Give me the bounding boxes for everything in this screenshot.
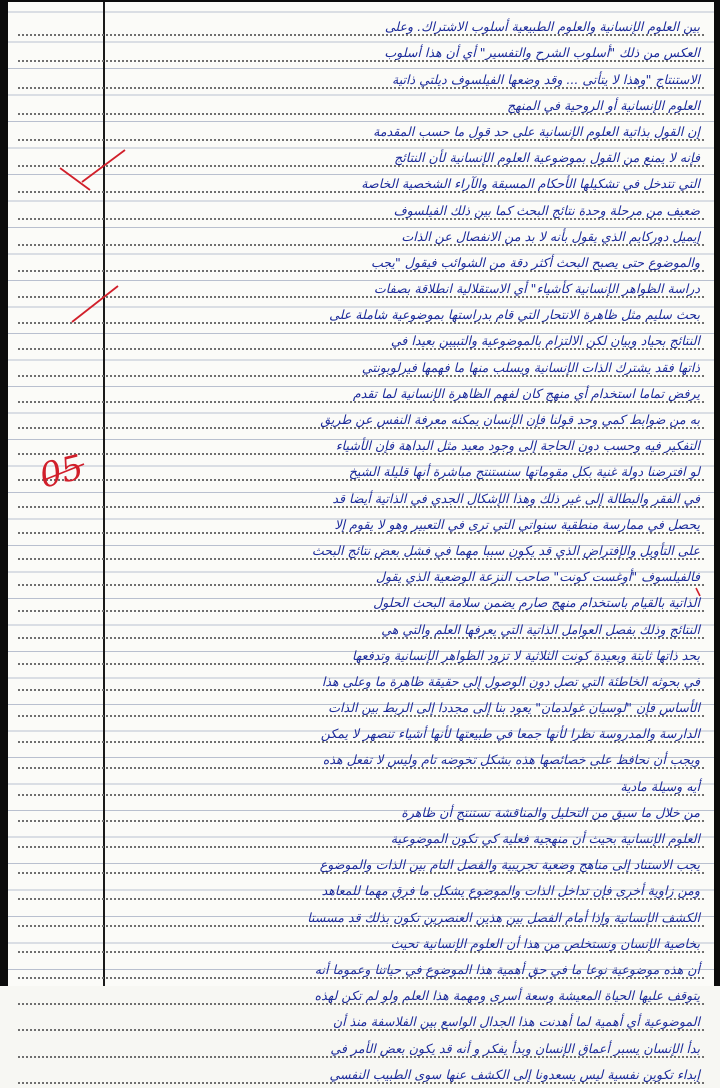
text-line [8, 773, 714, 799]
text-line [8, 250, 714, 276]
handwritten-line: التفكير فيه وحسب دون الحاجة إلى وجود معيد مثل البداهة فإن الأشياء [335, 438, 700, 454]
text-line [8, 171, 714, 197]
text-line [8, 931, 714, 957]
handwritten-line: أن هذه موضوعية نوعا ما في حق أهمية هذا الموضوع في حياتنا وعموما أنه [314, 961, 700, 977]
text-line [8, 93, 714, 119]
handwritten-line: يجب الاستناد إلى مناهج وضعية تجريبية والفصل التام بين الذات والموضوع [319, 857, 700, 873]
handwritten-line: من خلال ما سبق من التحليل والمناقشة نستنتج أن ظاهرة [401, 804, 700, 820]
handwritten-line: العلوم الإنسانية بحيث أن منهجية فعلية كي تكون الموضوعية [390, 831, 700, 846]
text-line [8, 826, 714, 852]
dotted-rule [18, 820, 704, 822]
dotted-rule [18, 794, 704, 796]
text-line [8, 459, 714, 485]
lined-paper-sheet [8, 2, 714, 1082]
handwritten-line: دراسة الظواهر الإنسانية كأشياء" أي الاستقلالية انطلاقة بصفات [373, 281, 700, 297]
dotted-rule [18, 479, 704, 481]
dotted-rule [18, 139, 704, 141]
handwritten-line: التي تتدخل في تشكيلها الأحكام المسبقة والآراء الشخصية الخاصة [361, 176, 700, 192]
handwritten-line: الاستنتاج "وهذا لا يتأتى ... وقد وضعها الفيلسوف ديلتي ذاتية [391, 71, 700, 87]
text-line [8, 538, 714, 564]
handwritten-line: في الفقر والبطالة إلى غير ذلك وهذا الإشكال الجدي في الذاتية أيضا قد [332, 490, 700, 506]
handwritten-line: الذاتية بالقيام باستخدام منهج صارم يضمن سلامة البحث الحلول [373, 595, 700, 611]
text-line [8, 721, 714, 747]
handwritten-line: بخاصية الإنسان ونستخلص من هذا أن العلوم الإنسانية تحيث [390, 935, 700, 951]
dotted-rule [18, 532, 704, 534]
text-line [8, 485, 714, 511]
text-line [8, 800, 714, 826]
dotted-rule [18, 898, 704, 900]
text-line [8, 957, 714, 983]
dotted-rule [18, 60, 704, 62]
dotted-rule [18, 872, 704, 874]
dotted-rule [18, 610, 704, 612]
dotted-rule [18, 296, 704, 298]
text-line [8, 14, 714, 40]
handwritten-line: ذاتها فقد يشترك الذات الإنسانية ويسلب منها ما فهمها فيرلوبونتي [361, 359, 700, 375]
text-line [8, 197, 714, 223]
handwritten-line: يحصل في ممارسة منطقية سنواتي التي ترى في التعبير وهو لا يقوم إلا [334, 516, 700, 532]
text-line [8, 904, 714, 930]
dotted-rule [18, 1003, 704, 1005]
dotted-rule [18, 34, 704, 36]
handwritten-line: ومن زاوية أخرى فإن تداخل الذات والموضوع يشكل ما فرق مهما للمعاهد [321, 883, 700, 899]
handwritten-line: إبداء تكوين نفسية ليس يسعدونا إلى الكشف عنها سوى الطبيب النفسي [329, 1066, 700, 1082]
dotted-rule [18, 453, 704, 455]
text-line [8, 381, 714, 407]
text-line [8, 669, 714, 695]
handwritten-line: النتائج بحياد وبيان لكن الالتزام بالموضوعية والتبيين بعيدا في [390, 333, 700, 349]
text-line [8, 983, 714, 1009]
dotted-rule [18, 401, 704, 403]
text-line [8, 1035, 714, 1061]
dotted-rule [18, 977, 704, 979]
dotted-rule [18, 270, 704, 272]
text-line [8, 433, 714, 459]
handwritten-line: إيميل دوركايم الذي يقول بأنه لا بد من الانفصال عن الذات [401, 228, 700, 244]
dotted-rule [18, 113, 704, 115]
handwritten-line: والموضوع حتى يصبح البحث أكثر دقة من الشوائب فيقول "يجب [370, 254, 700, 270]
text-line [8, 512, 714, 538]
handwritten-line: ويجب أن نحافظ على خصائصها هذه بشكل تخوضه تام وليس لا تفعل هذه [322, 752, 700, 768]
dotted-rule [18, 1029, 704, 1031]
text-line [8, 302, 714, 328]
dotted-rule [18, 427, 704, 429]
text-line [8, 1062, 714, 1088]
text-line [8, 1009, 714, 1035]
handwritten-line: ضعيف من مرحلة وحدة نتائج البحث كما بين ذلك الفيلسوف [393, 202, 700, 218]
text-line [8, 695, 714, 721]
dotted-rule [18, 951, 704, 953]
dotted-rule [18, 846, 704, 848]
handwritten-line: فإنه لا يمنع من القول بموضوعية العلوم الإنسانية لأن النتائج [394, 150, 700, 166]
text-line [8, 590, 714, 616]
dotted-rule [18, 689, 704, 691]
text-line [8, 878, 714, 904]
handwritten-line: في بحوثه الخاطئة التي تصل دون الوصول إلى حقيقة ظاهرة ما وعلى هذا [321, 673, 700, 689]
handwritten-line: الموضوعية أي أهمية لما أهدنت هذا الجدال الواسع بين الفلاسفة منذ أن [332, 1014, 700, 1030]
text-line [8, 40, 714, 66]
text-line [8, 145, 714, 171]
dotted-rule [18, 191, 704, 193]
text-line [8, 852, 714, 878]
handwritten-text-block [8, 14, 714, 1088]
handwritten-line: أيه وسيلة مادية [620, 778, 700, 794]
dotted-rule [18, 741, 704, 743]
grade-mark: 05 [35, 447, 88, 497]
handwritten-line: يرفض تماما استخدام أي منهج كان لفهم الظاهرة الإنسانية لما تقدم [352, 385, 700, 401]
handwritten-line: العلوم الإنسانية أو الروحية في المنهج [507, 97, 700, 113]
dotted-rule [18, 767, 704, 769]
handwritten-line: إن القول بذاتية العلوم الإنسانية على حد قول ما حسب المقدمة [373, 123, 700, 139]
handwritten-line: بدأ الإنسان يسبر أعماق الإنسان وبدأ يفكر و أنه قد يكون بعض الأمر في [330, 1040, 700, 1056]
text-line [8, 66, 714, 92]
handwritten-line: به من ضوابط كمي وحد قولنا فإن الإنسان يمكنه معرفة النفس عن طريق [320, 412, 700, 427]
handwritten-line: بين العلوم الإنسانية والعلوم الطبيعية أسلوب الاشتراك. وعلى [384, 19, 700, 35]
dotted-rule [18, 558, 704, 560]
text-line [8, 276, 714, 302]
handwritten-line: العكس من ذلك "أسلوب الشرح والتفسير" أي أن هذا أسلوب [384, 45, 700, 61]
handwritten-line: الأساس فإن "لوسيان غولدمان" يعود بنا إلى مجددا إلى الربط بين الذات [328, 700, 700, 716]
text-line [8, 328, 714, 354]
handwritten-line: فالفيلسوف "أوغست كونت" صاحب النزعة الوضعية الذي يقول [375, 569, 700, 585]
text-line [8, 747, 714, 773]
handwritten-line: النتائج وذلك بفصل العوامل الذاتية التي يعرفها العلم والتي هي [381, 621, 700, 637]
text-line [8, 224, 714, 250]
handwritten-line: الكشف الإنسانية وإذا أمام الفصل بين هذين العنصرين تكون بذلك قد مسستا [307, 909, 700, 925]
handwritten-line: الدارسة والمدروسة نظرا لأنها جمعا في طبيعتها لأنها أشياء تنصهر لا يمكن [320, 726, 700, 742]
text-line [8, 564, 714, 590]
handwritten-line: لو افترضنا دولة غنية بكل مقوماتها سنستنتج مباشرة أنها قليلة الشيخ [348, 464, 700, 480]
dotted-rule [18, 348, 704, 350]
dotted-rule [18, 165, 704, 167]
handwritten-line: بحث سليم مثل ظاهرة الانتحار التي قام بدراستها بموضوعية شاملة على [329, 307, 700, 323]
handwritten-line: على التأويل والإفتراض الذي قد يكون سببا مهما في فشل بعض نتائج البحث [311, 542, 700, 558]
text-line [8, 643, 714, 669]
handwritten-line: بحد ذاتها ثابتة وبعيدة كونت الثلاثية لا تزود الظواهر الإنسانية وتدفعها [351, 647, 700, 663]
text-line [8, 616, 714, 642]
text-line [8, 407, 714, 433]
dotted-rule [18, 322, 704, 324]
dotted-rule [18, 584, 704, 586]
text-line [8, 354, 714, 380]
handwritten-line: يتوقف عليها الحياة المعيشة وسعة أسرى ومهمة هذا العلم ولو لم تكن لهذه [314, 988, 700, 1004]
dotted-rule [18, 715, 704, 717]
text-line [8, 119, 714, 145]
